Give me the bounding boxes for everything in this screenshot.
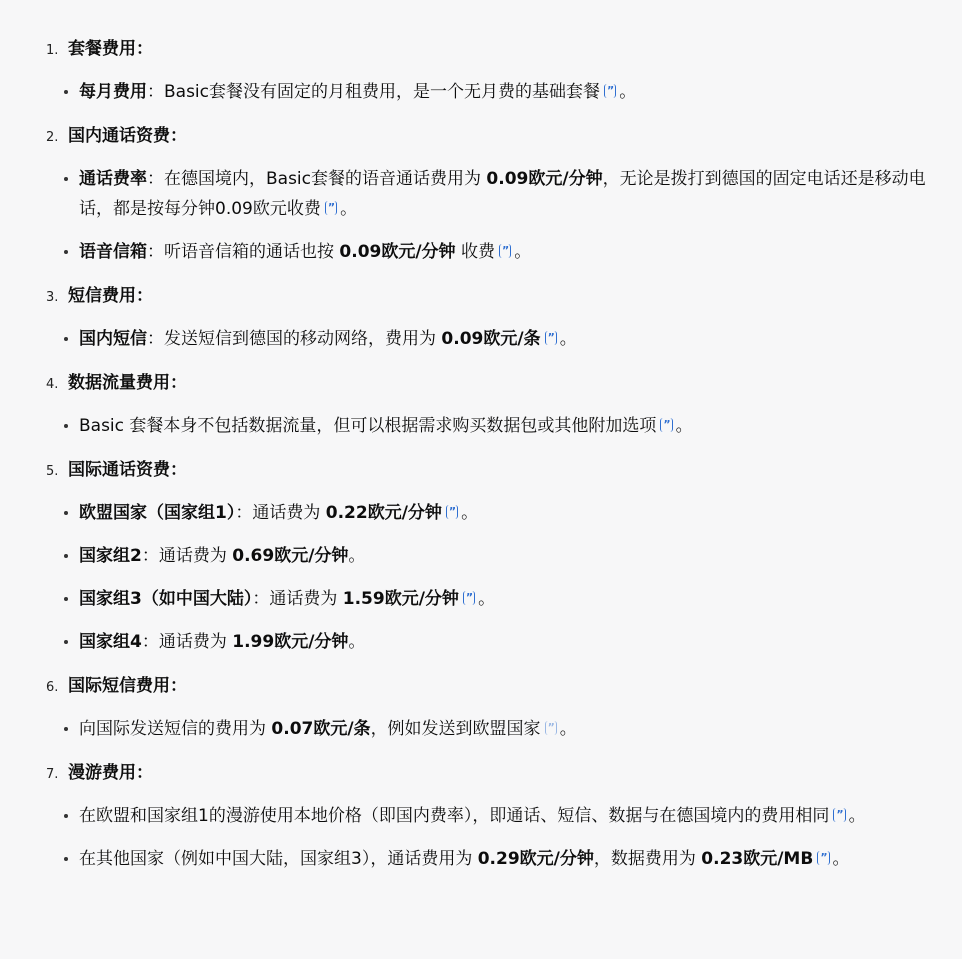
- list-item: [46, 411, 936, 441]
- list-item: [46, 714, 936, 744]
- item-period: 。: [348, 546, 366, 566]
- section-data-fees: [46, 368, 936, 441]
- bullet-list: [46, 498, 936, 657]
- item-separator: ：: [147, 169, 164, 189]
- item-text: 在欧盟和国家组1的漫游使用本地价格（即国内费率），即通话、短信、数据与在德国境内的费用相同: [79, 806, 830, 826]
- item-period: 。: [478, 589, 496, 609]
- item-period: 。: [348, 632, 366, 652]
- item-period: 。: [559, 719, 577, 739]
- item-text-continued: ，数据费用为: [593, 849, 702, 869]
- item-text: 通话费为: [158, 632, 233, 652]
- pricing-sections: [46, 34, 936, 874]
- item-price: 0.09欧元/分钟: [339, 242, 456, 262]
- item-label: 国家组2: [79, 546, 142, 566]
- citation-quote-icon[interactable]: ”: [545, 721, 557, 735]
- section-colon: ：: [136, 286, 153, 306]
- bullet-dot: [64, 250, 68, 254]
- bullet-dot: [64, 177, 68, 181]
- list-item: [46, 324, 936, 354]
- item-separator: ：: [235, 503, 253, 523]
- list-item: [46, 801, 936, 831]
- section-heading: [46, 758, 936, 788]
- bullet-dot: [64, 554, 68, 558]
- item-price-data: 0.23欧元/MB: [701, 849, 814, 869]
- citation-quote-icon[interactable]: ”: [545, 331, 557, 345]
- section-title: 国际通话资费: [68, 460, 170, 480]
- item-period: 。: [514, 242, 532, 262]
- section-colon: ：: [136, 763, 153, 783]
- item-text: Basic套餐没有固定的月租费用，是一个无月费的基础套餐: [164, 82, 601, 102]
- item-label: 国内短信: [79, 329, 147, 349]
- bullet-dot: [64, 337, 68, 341]
- item-price: 0.07欧元/条: [271, 719, 371, 739]
- item-text: Basic 套餐本身不包括数据流量，但可以根据需求购买数据包或其他附加选项: [79, 416, 657, 436]
- bullet-list: [46, 801, 936, 874]
- item-label: 通话费率: [79, 169, 147, 189]
- item-text-continued: 收费: [455, 242, 495, 262]
- citation-quote-icon[interactable]: ”: [604, 84, 616, 98]
- bullet-list: [46, 411, 936, 441]
- section-number: 7.: [46, 767, 59, 782]
- citation-quote-icon[interactable]: ”: [660, 418, 672, 432]
- section-title: 套餐费用: [68, 39, 136, 59]
- bullet-list: [46, 164, 936, 267]
- item-period: 。: [619, 82, 637, 102]
- item-text: 通话费为: [252, 503, 326, 523]
- item-label: 欧盟国家（国家组1）: [79, 503, 236, 523]
- section-domestic-calls: [46, 121, 936, 267]
- section-heading: [46, 121, 936, 151]
- list-item: [46, 541, 936, 571]
- bullet-dot: [64, 597, 68, 601]
- section-number: 4.: [46, 377, 59, 392]
- section-heading: [46, 281, 936, 311]
- section-title: 国际短信费用: [68, 676, 170, 696]
- section-title: 国内通话资费: [68, 126, 170, 146]
- bullet-list: [46, 77, 936, 107]
- item-period: 。: [848, 806, 866, 826]
- bullet-dot: [64, 511, 68, 515]
- bullet-dot: [64, 814, 68, 818]
- section-package-fees: [46, 34, 936, 107]
- citation-quote-icon[interactable]: ”: [446, 505, 458, 519]
- item-separator: ：: [147, 329, 164, 349]
- list-item: [46, 627, 936, 657]
- item-label: 每月费用: [79, 82, 147, 102]
- section-heading: [46, 671, 936, 701]
- item-price: 0.69欧元/分钟: [232, 546, 349, 566]
- item-price: 0.09欧元/分钟: [486, 169, 603, 189]
- section-colon: ：: [170, 373, 187, 393]
- list-item: [46, 584, 936, 614]
- item-text: 向国际发送短信的费用为: [79, 719, 272, 739]
- item-price: 1.99欧元/分钟: [232, 632, 349, 652]
- item-period: 。: [832, 849, 850, 869]
- section-colon: ：: [136, 39, 153, 59]
- item-price: 1.59欧元/分钟: [342, 589, 459, 609]
- item-text: 通话费为: [269, 589, 343, 609]
- section-number: 1.: [46, 43, 59, 58]
- item-text: 在德国境内，Basic套餐的语音通话费用为: [164, 169, 487, 189]
- item-text: 在其他国家（例如中国大陆，国家组3），通话费用为: [79, 849, 478, 869]
- item-period: 。: [461, 503, 479, 523]
- citation-quote-icon[interactable]: ”: [833, 808, 845, 822]
- list-item: [46, 77, 936, 107]
- item-price: 0.29欧元/分钟: [477, 849, 594, 869]
- item-period: 。: [675, 416, 693, 436]
- item-text-continued: ，无论是拨打到德国的固定电话还是移动电话，都是按每分钟0.09欧元收费: [79, 169, 926, 219]
- item-separator: ：: [147, 242, 164, 262]
- section-colon: ：: [170, 460, 187, 480]
- section-number: 3.: [46, 290, 59, 305]
- section-roaming-fees: [46, 758, 936, 874]
- item-text: 发送短信到德国的移动网络，费用为: [164, 329, 442, 349]
- item-label: 语音信箱: [79, 242, 147, 262]
- item-text-continued: ，例如发送到欧盟国家: [370, 719, 541, 739]
- list-item: [46, 237, 936, 267]
- list-item: [46, 844, 936, 874]
- section-sms-fees: [46, 281, 936, 354]
- section-number: 5.: [46, 464, 59, 479]
- item-separator: ：: [141, 546, 159, 566]
- item-period: 。: [340, 199, 358, 219]
- item-label: 国家组3（如中国大陆）: [79, 589, 253, 609]
- bullet-dot: [64, 857, 68, 861]
- bullet-dot: [64, 90, 68, 94]
- bullet-dot: [64, 424, 68, 428]
- item-price: 0.22欧元/分钟: [325, 503, 442, 523]
- section-heading: [46, 455, 936, 485]
- item-period: 。: [559, 329, 577, 349]
- citation-quote-icon[interactable]: ”: [463, 591, 475, 605]
- section-title: 漫游费用: [68, 763, 136, 783]
- citation-quote-icon[interactable]: ”: [325, 201, 337, 215]
- section-international-sms: [46, 671, 936, 744]
- item-text: 听语音信箱的通话也按: [164, 242, 340, 262]
- section-number: 2.: [46, 130, 59, 145]
- bullet-dot: [64, 727, 68, 731]
- item-text: 通话费为: [158, 546, 233, 566]
- item-price: 0.09欧元/条: [441, 329, 541, 349]
- section-international-calls: [46, 455, 936, 657]
- section-colon: ：: [170, 126, 187, 146]
- bullet-list: [46, 714, 936, 744]
- section-title: 短信费用: [68, 286, 136, 306]
- item-label: 国家组4: [79, 632, 142, 652]
- section-title: 数据流量费用: [68, 373, 170, 393]
- item-separator: ：: [252, 589, 270, 609]
- citation-quote-icon[interactable]: ”: [499, 244, 511, 258]
- item-separator: ：: [141, 632, 159, 652]
- section-number: 6.: [46, 680, 59, 695]
- list-item: [46, 498, 936, 528]
- list-item: [46, 164, 936, 224]
- citation-quote-icon[interactable]: ”: [817, 851, 829, 865]
- section-heading: [46, 34, 936, 64]
- item-separator: ：: [147, 82, 164, 102]
- bullet-dot: [64, 640, 68, 644]
- section-colon: ：: [170, 676, 187, 696]
- section-heading: [46, 368, 936, 398]
- bullet-list: [46, 324, 936, 354]
